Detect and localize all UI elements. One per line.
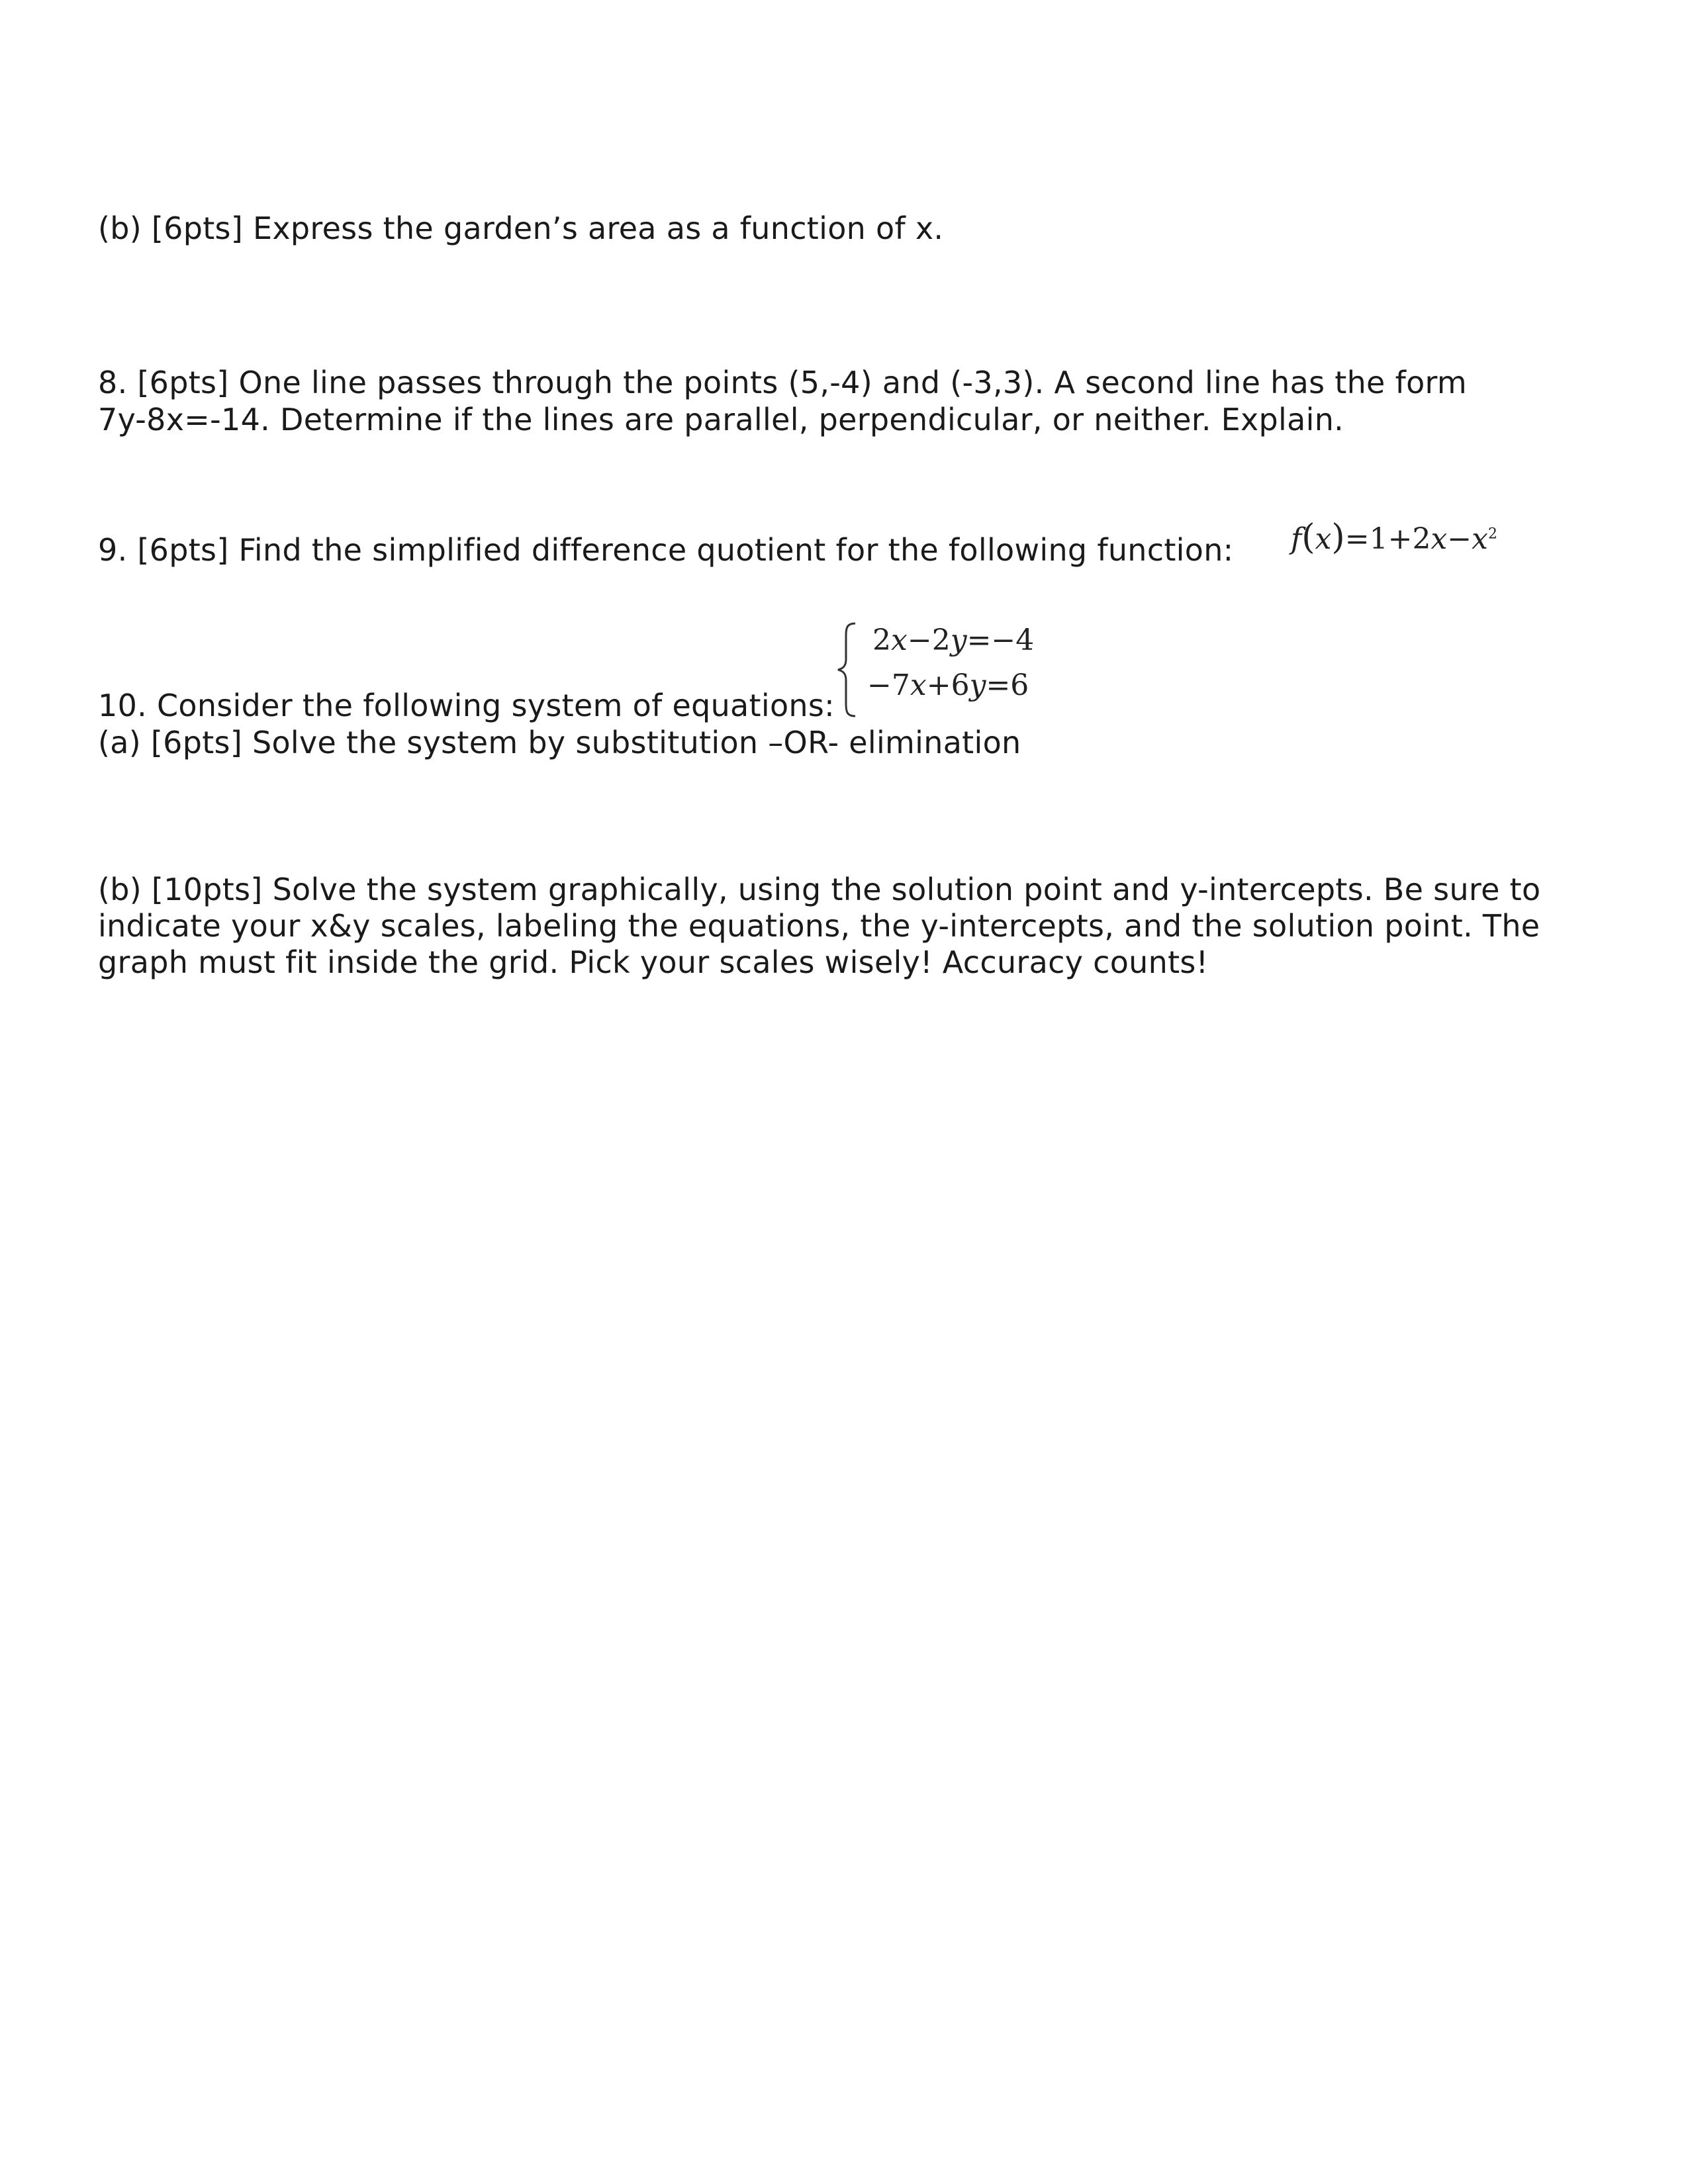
system-equation-1: 2x−2y=−4	[872, 623, 1035, 657]
question-8-line-1: 8. [6pts] One line passes through the points (5,-4) and (-3,3). A second line has the form	[98, 365, 1468, 400]
question-9-text: 9. [6pts] Find the simplified difference quotient for the following function:	[98, 532, 1234, 568]
question-10b-line-3: graph must fit inside the grid. Pick your scales wisely! Accuracy counts!	[98, 944, 1209, 980]
question-10b-line-2: indicate your x&y scales, labeling the equations, the y-intercepts, and the solution point. The	[98, 908, 1540, 944]
question-10b-line-1: (b) [10pts] Solve the system graphically, using the solution point and y-intercepts. Be sure to	[98, 872, 1541, 907]
system-equation-2: −7x+6y=6	[867, 668, 1029, 702]
question-7b-text: (b) [6pts] Express the garden’s area as a function of x.	[98, 210, 944, 246]
question-10a-text: (a) [6pts] Solve the system by substitution –OR- elimination	[98, 725, 1021, 760]
left-brace-icon	[835, 621, 859, 719]
question-8-line-2: 7y-8x=-14. Determine if the lines are parallel, perpendicular, or neither. Explain.	[98, 402, 1344, 437]
function-f-of-x: $f(x)=1+2x-x^2$	[1291, 518, 1497, 557]
question-10-intro: 10. Consider the following system of equations:	[98, 688, 835, 723]
